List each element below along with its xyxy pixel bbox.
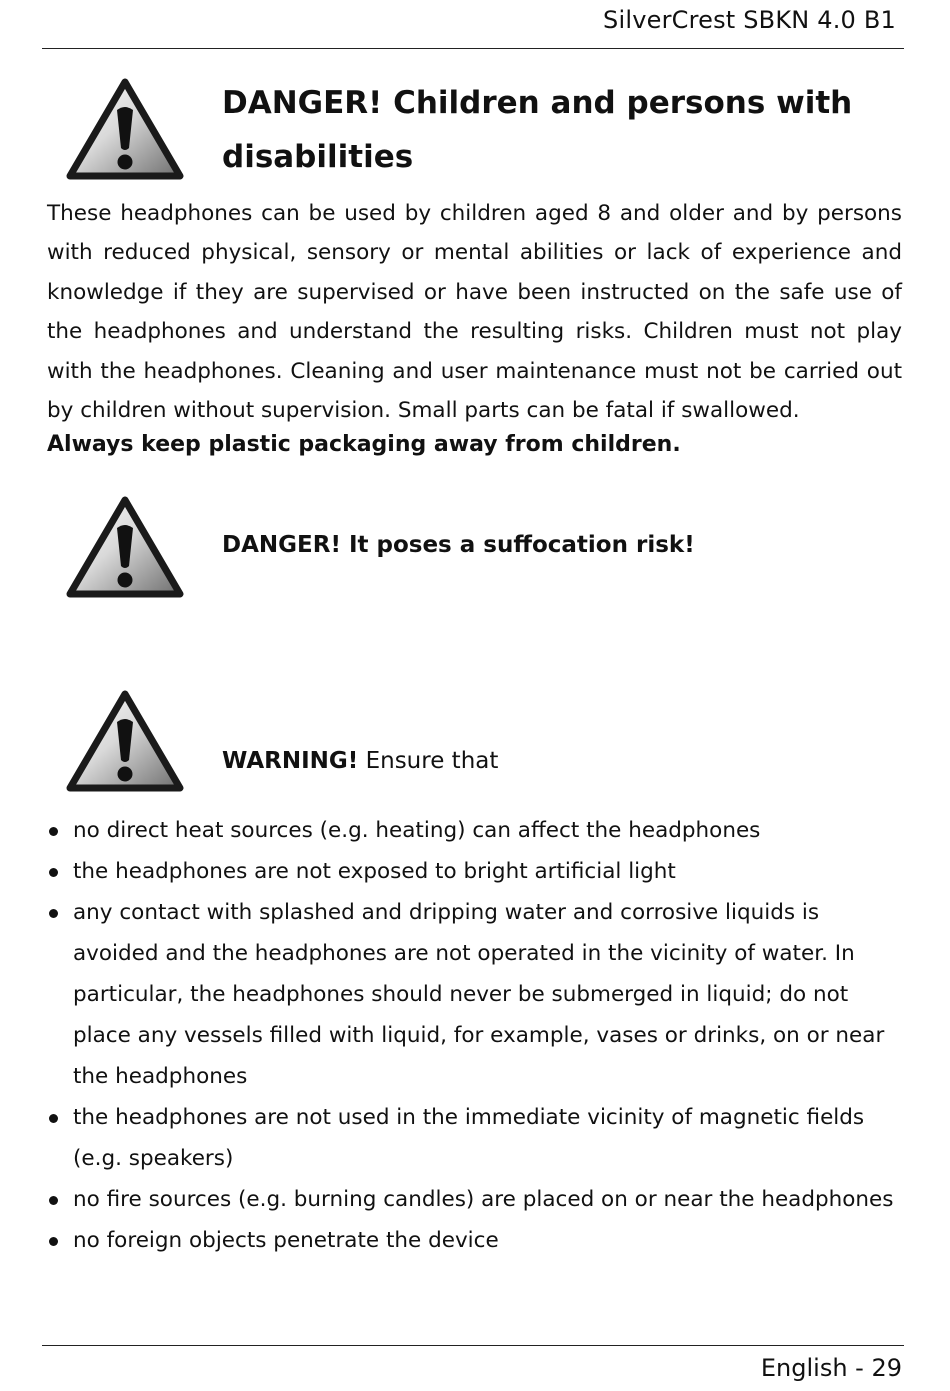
warning-heading [222,748,498,774]
list-item [47,1220,907,1261]
list-item [47,892,907,1097]
header-divider [42,48,904,49]
page-footer: English - 29 [760,1354,902,1382]
list-item-text: no fire sources (e.g. burning candles) are placed on or near the headphones [73,1187,894,1212]
bullet-icon [49,1237,58,1246]
list-item-text: no foreign objects penetrate the device [73,1228,499,1253]
children-safety-paragraph: These headphones can be used by children aged 8 and older and by persons with reduced physical, sensory or mental abilities or lack of experience and knowledge if they are supervised or have been instructed on the safe use of the headphones and understand the resulting risks. Children must not play with the headphones. Cleaning and user maintenance must not be carried out by children without supervision. Small parts can be fatal if swallowed. [47,201,902,424]
list-item [47,851,907,892]
bullet-icon [49,1114,58,1123]
warning-bullet-list [47,810,907,1261]
warning-triangle-icon [64,494,186,600]
warning-triangle-icon [64,76,186,182]
footer-divider [42,1345,904,1346]
suffocation-risk-heading: DANGER! It poses a suffocation risk! [222,532,695,558]
list-item [47,1097,907,1179]
warning-ensure-text: Ensure that [358,748,499,774]
bullet-icon [49,868,58,877]
list-item-text: the headphones are not used in the immediate vicinity of magnetic fields (e.g. speakers) [73,1105,865,1171]
warning-label: WARNING! [222,748,359,774]
bullet-icon [49,1196,58,1205]
list-item [47,810,907,851]
bullet-icon [49,827,58,836]
packaging-warning-text: Always keep plastic packaging away from children. [47,432,681,457]
bullet-icon [49,909,58,918]
list-item [47,1179,907,1220]
document-header-title: SilverCrest SBKN 4.0 B1 [603,6,896,34]
list-item-text: the headphones are not exposed to bright artificial light [73,859,676,884]
warning-triangle-icon [64,688,186,794]
danger-children-heading: DANGER! Children and persons with disabilities [222,85,853,175]
list-item-text: any contact with splashed and dripping water and corrosive liquids is avoided and the headphones are not operated in the vicinity of water. In particular, the headphones should never be submerged in liquid; do not place any vessels filled with liquid, for example, vases or drinks, on or near the headphones [73,900,885,1089]
list-item-text: no direct heat sources (e.g. heating) can affect the headphones [73,818,761,843]
